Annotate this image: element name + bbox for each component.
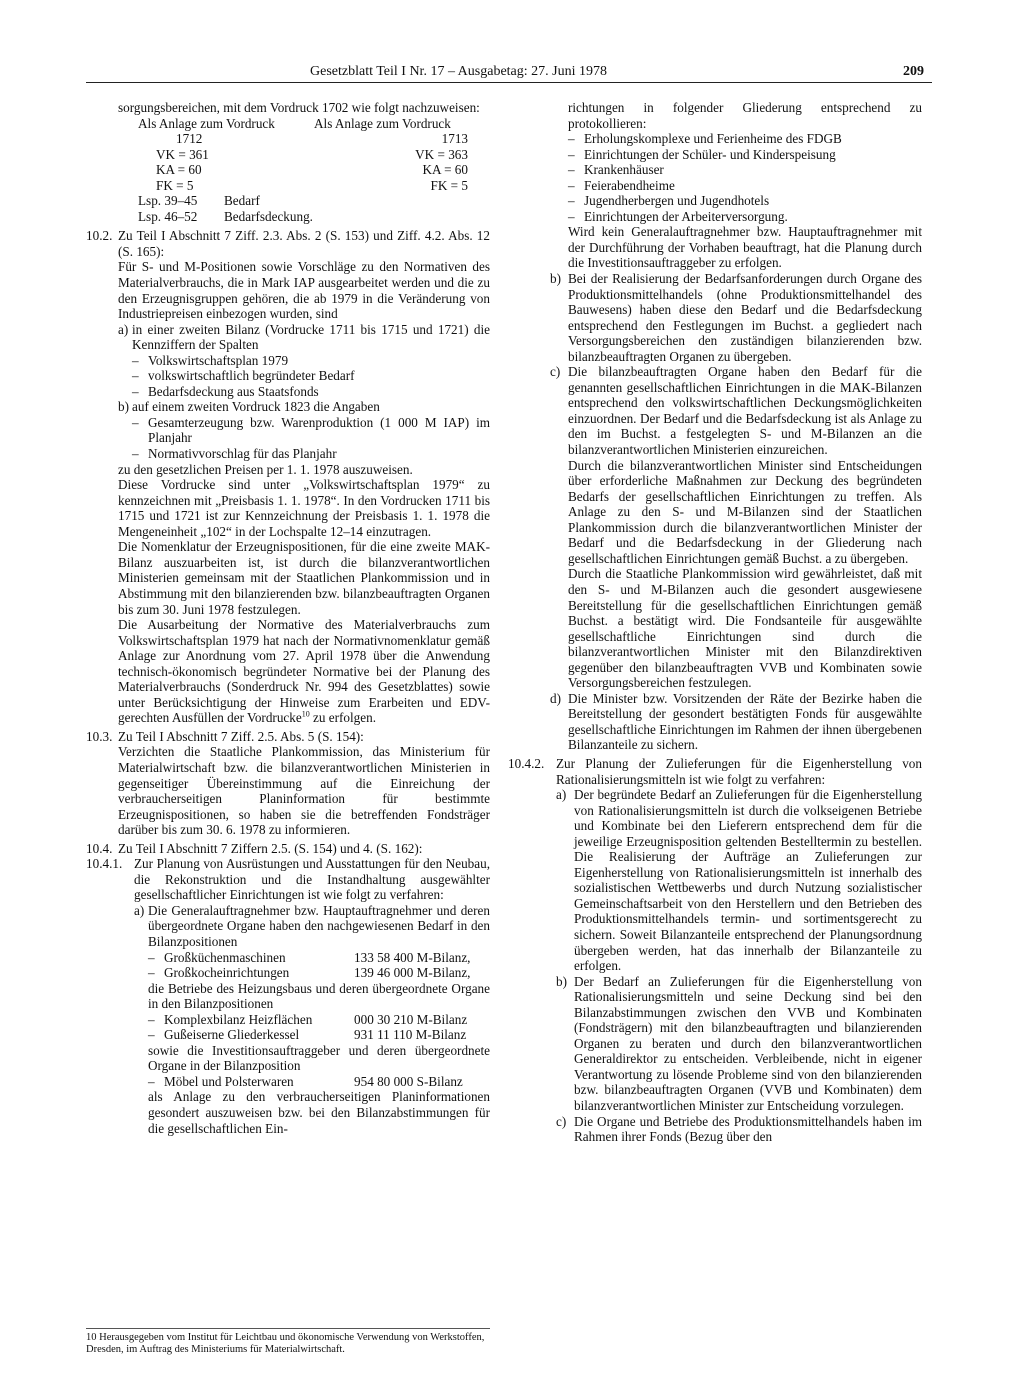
- list-item-b: b) Bei der Realisierung der Bedarfsanforderungen durch Organe des Produktionsmittelhandels (ohne Produktionsmittelhandel des Bauwesens) haben diese den Bedarf und die Bedarfsdeckung entsprechend den Festlegungen im Buchst. a gegliedert nach Versorgungsbereichen den zuständigen bilanzierenden bzw. bilanzbeauftragten Organen zu übergeben.: [550, 271, 922, 364]
- list-item-text: als Anlage zu den verbraucherseitigen Planinformationen gesondert auszuweisen bzw. bei den Bilanzabstimmungen für die gesellschaftlichen Ein-: [148, 1089, 490, 1136]
- header-title: Gesetzblatt Teil I Nr. 17 – Ausgabetag: 27. Juni 1978: [310, 64, 607, 79]
- left-column: [86, 100, 490, 1136]
- vd-num-left: 1712: [176, 131, 203, 147]
- section-number: 10.2.: [86, 228, 113, 244]
- fk-left: FK = 5: [156, 177, 194, 193]
- list-item-c: c) Die Organe und Betriebe des Produktionsmittelhandels haben im Rahmen ihrer Fonds (Bezug über den: [556, 1113, 922, 1145]
- list-item-b: b) Der Bedarf an Zulieferungen für die Eigenherstellung von Rationalisierungsmitteln und seine Deckung sind bei den Bilanzabstimmungen zwischen den VVB und Kombinaten (Fondsträgern) mit den bilanzbeauftragten und bilanzierenden Organen zu beraten und durch den bilanzverantwortlichen Generaldirektor zu entscheiden. Verbleibende, nicht in eigener Verantwortung zu lösende Probleme sind von den bilanzierenden bzw. bilanzbeauftragten Organen (VVB und Kombinaten) dem bilanzverantwortlichen Minister zur Entscheidung vorzulegen.: [556, 973, 922, 1113]
- position-code: 954 80 000 S-Bilanz: [354, 1073, 463, 1089]
- section-10-4: [86, 841, 490, 857]
- list-item-text: Durch die Staatliche Plankommission wird gewährleistet, daß mit den S- und M-Bilanzen auch die gesondert ausgewiesene Bereitstellung für die gesellschaftlichen Einrichtungen gemäß Buchst. a bestätigt wird. Die Fondsanteile für ausgewählte gesellschaftliche Einrichtungen sind durch die bilanzverantwortlichen Minister mit den Bilanzdirektiven gegenüber den bilanzbeauftragten VVB und Kombinaten sowie Versorgungsbereichen festzulegen.: [568, 566, 922, 691]
- list-item-text: sowie die Investitionsauftraggeber und deren übergeordnete Organe in der Bilanzposition: [148, 1042, 490, 1074]
- dash-item: – Jugendherbergen und Jugendhotels: [568, 193, 770, 209]
- position-name: Großkocheinrichtungen: [164, 965, 290, 981]
- list-item-text: Bei der Realisierung der Bedarfsanforderungen durch Organe des Produktionsmittelhandels (ohne Produktionsmittelhandel des Bauwesens) haben diese den Bedarf und die Bedarfsdeckung entsprechend den Festlegungen im Buchst. a gegliedert nach Versorgungsbereichen den zuständigen bilanzierenden bzw. bilanzbeauftragten Organen zu übergeben.: [568, 271, 922, 364]
- dash-item: – Volkswirtschaftsplan 1979: [132, 352, 289, 368]
- section-10-4-2: [508, 756, 922, 1145]
- section-number: 10.4.: [86, 840, 113, 856]
- lochspalte-line: [138, 209, 490, 225]
- section-number: 10.3.: [86, 728, 113, 744]
- list-item-b: b) auf einem zweiten Vordruck 1823 die Angaben – Gesamterzeugung bzw. Warenproduktion (1 000 M IAP) im Planjahr – Normativvorschlag für das Planjahr: [118, 399, 490, 462]
- position-code: 133 58 400 M-Bilanz,: [354, 949, 471, 965]
- list-item-c: c) Die bilanzbeauftragten Organe haben den Bedarf für die genannten gesellschaftlichen Einrichtungen in die MAK-Bilanzen entsprechend den volkswirtschaftlichen Deckungsmöglichkeiten einzuordnen. Der Bedarf und die Bedarfsdeckung ist als Anlage zu den im Buchst. a festgelegten S- und M-Bilanzen an die bilanzverantwortlichen Ministerien einzureichen. Durch die bilanzverantwortlichen Minister sind Entscheidungen über erforderliche Maßnahmen zur Deckung des begründeten Bedarfs der gesellschaftlichen Einrichtungen zu treffen. Als Anlage zu den S- und M-Bilanzen sind der Staatlichen Plankommission durch die bilanzverantwortlichen Minister der Bedarf und die Bedarfsdeckung in der Gliederung nach gesellschaftlichen Einrichtungen gemäß Buchst. a zu übergeben. Durch die Staatliche Plankommission wird gewährleistet, daß mit den S- und M-Bilanzen auch die gesondert ausgewiesene Bereitstellung für die gesellschaftlichen Einrichtungen gemäß Buchst. a bestätigt wird. Die Fondsanteile für ausgewählte gesellschaftliche Einrichtungen sind durch die bilanzverantwortlichen Minister mit den Bilanzdirektiven gegenüber den bilanzbeauftragten VVB und Kombinaten sowie Versorgungsbereichen festzulegen.: [550, 364, 922, 691]
- position-code: 139 46 000 M-Bilanz,: [354, 965, 471, 981]
- bilanz-position: – Großkocheinrichtungen 139 46 000 M-Bilanz,: [148, 965, 490, 981]
- lochspalte-line: [138, 193, 490, 209]
- vd-num-right: 1713: [441, 131, 468, 147]
- page-number: 209: [903, 64, 924, 79]
- paragraph-text: Die Ausarbeitung der Normative des Materialverbrauchs zum Volkswirtschaftsplan 1979 hat nach der Normativnomenklatur gemäß Anlage zur Anordnung vom 27. April 1978 über die Anwendung technisch-ökonomisch begründeter Normative bei der Planung des Materialverbrauchs (Sonderdruck Nr. 994 des Gesetzblattes) sowie unter Berücksichtigung der Hinweise zum Erarbeiten und EDV-gerechten Ausfüllen der Vordrucke: [118, 617, 490, 726]
- list-item-a: a) Der begründete Bedarf an Zulieferungen für die Eigenherstellung von Rationalisierungsmitteln ist durch die volkseigenen Betriebe und Kombinate bei den Lieferern entsprechend dem für die jeweilige Erzeugnisposition geltenden Bestelltermin zu bestellen. Die Realisierung der Aufträge an Zulieferungen zur Eigenherstellung von Rationalisierungsmitteln ist innerhalb des sozialistischen Wettbewerbs und durch Nutzung sozialistischer Gemeinschaftsarbeit von den Herstellern und den Betrieben des Produktionsmittelhandels termin- und sortimentsgerecht zu sichern. Soweit Bilanzanteile entsprechend der Planungsordnung übergeben werden, hat das innerhalb der Bilanzanteile zu erfolgen.: [556, 787, 922, 974]
- bilanz-position: – Möbel und Polsterwaren 954 80 000 S-Bilanz: [148, 1074, 490, 1090]
- position-name: Gußeiserne Gliederkessel: [164, 1027, 300, 1043]
- dash-item: – Gesamterzeugung bzw. Warenproduktion (1 000 M IAP) im Planjahr: [132, 414, 490, 446]
- list-item-text: in einer zweiten Bilanz (Vordrucke 1711 bis 1715 und 1721) die Kennziffern der Spalten: [132, 321, 490, 353]
- footnote-marker: 10: [301, 709, 310, 719]
- lsp-key: Lsp. 46–52: [138, 208, 198, 224]
- paragraph: Die Nomenklatur der Erzeugnispositionen, für die eine zweite MAK-Bilanz auszuarbeiten ist, ist durch die bilanzverantwortlichen Ministerien gemeinsam mit der Staatlichen Plankommission und in Abstimmung mit den bilanzierenden bzw. bilanzbeauftragten Organen bis zum 30. Juni 1978 festzulegen.: [118, 539, 490, 617]
- section-10-2: [86, 228, 490, 726]
- list-item-d: d) Die Minister bzw. Vorsitzenden der Räte der Bezirke haben die Bereitstellung der gesondert bestätigten Fonds für ausgewählte gesellschaftliche Einrichtungen im Rahmen der ihnen übergebenen Bilanzanteile zu sichern.: [550, 690, 922, 753]
- list-item-text: Die Minister bzw. Vorsitzenden der Räte der Bezirke haben die Bereitstellung der gesondert bestätigten Fonds für ausgewählte gesellschaftliche Einrichtungen im Rahmen der ihnen übergebenen Bilanzanteile zu sichern.: [568, 690, 922, 753]
- paragraph: sorgungsbereichen, mit dem Vordruck 1702 wie folgt nachzuweisen:: [118, 100, 480, 115]
- right-column: [508, 100, 922, 1145]
- list-item-a: a) Die Generalauftragnehmer bzw. Hauptauftragnehmer und deren übergeordnete Organe haben den nachgewiesenen Bedarf in den Bilanzpositionen – Großküchenmaschinen 133 58 400 M-Bilanz, – Großkocheinrichtungen 139 46 000 M-Bilanz, die Betriebe des Heizungsbaus und deren übergeordnete Organe in den Bilanzpositionen – Komplexbilanz Heizflächen 000 30 210 M-Bilanz – Gußeiserne Gliederkessel 931 11 110 M-Bilanz sowie die Investitionsauftraggeber und deren übergeordnete Organe in der Bilanzposition – Möbel und Polsterwaren 954 80 000 S-Bilanz als Anlage zu den verbraucherseitigen Planinformationen gesondert auszuweisen bzw. bei den Bilanzabstimmungen für die gesellschaftlichen Ein-: [134, 902, 490, 1136]
- position-name: Komplexbilanz Heizflächen: [164, 1011, 313, 1027]
- vd-head-left: Als Anlage zum Vordruck: [138, 115, 275, 131]
- list-item-text: auf einem zweiten Vordruck 1823 die Angaben: [132, 399, 380, 415]
- ka-left: KA = 60: [156, 162, 202, 178]
- vd-head-right: Als Anlage zum Vordruck: [314, 115, 451, 131]
- dash-item: – Normativvorschlag für das Planjahr: [132, 446, 337, 462]
- position-code: 931 11 110 M-Bilanz: [354, 1027, 467, 1043]
- list-item-text: Die Organe und Betriebe des Produktionsmittelhandels haben im Rahmen ihrer Fonds (Bezug über den: [574, 1113, 922, 1145]
- paragraph: zu den gesetzlichen Preisen per 1. 1. 1978 auszuweisen.: [118, 461, 413, 477]
- section-heading: Zu Teil I Abschnitt 7 Ziffern 2.5. (S. 154) und 4. (S. 162):: [118, 840, 423, 856]
- position-name: Großküchenmaschinen: [164, 949, 286, 965]
- dash-item: – volkswirtschaftlich begründeter Bedarf: [132, 368, 355, 384]
- position-name: Möbel und Polsterwaren: [164, 1073, 294, 1089]
- vk-left: VK = 361: [156, 146, 209, 162]
- section-10-4-1: [86, 856, 490, 1136]
- ka-right: KA = 60: [422, 162, 468, 178]
- section-heading: Zu Teil I Abschnitt 7 Ziff. 2.5. Abs. 5 (S. 154):: [118, 728, 364, 744]
- list-item-text: die Betriebe des Heizungsbaus und deren übergeordnete Organe in den Bilanzpositionen: [148, 980, 490, 1012]
- dash-item: – Erholungskomplexe und Ferienheime des FDGB: [568, 131, 842, 147]
- dash-item: – Einrichtungen der Schüler- und Kinderspeisung: [568, 146, 836, 162]
- list-item-text: Der Bedarf an Zulieferungen für die Eigenherstellung von Rationalisierungsmitteln und seine Deckung sind bei den Bilanzabstimmungen zwischen den VVB und Kombinaten (Fondsträgern) mit den bilanzbeauftragten und bilanzierenden Organen zu beraten und durch den bilanzverantwortlichen Generaldirektor zu entscheiden. Verbleibende, nicht in eigener Verantwortung zu lösende Probleme sind von den bilanzierenden bzw. bilanzbeauftragten Organen (VVB und Kombinaten) dem bilanzverantwortlichen Minister zur Entscheidung vorzulegen.: [574, 973, 922, 1113]
- bilanz-position: – Gußeiserne Gliederkessel 931 11 110 M-Bilanz: [148, 1027, 490, 1043]
- bilanz-position: – Komplexbilanz Heizflächen 000 30 210 M-Bilanz: [148, 1012, 490, 1028]
- vordruck-table: [138, 116, 490, 194]
- paragraph: Für S- und M-Positionen sowie Vorschläge zu den Normativen des Materialverbrauchs, die in Mark IAP ausgearbeitet werden und die zu den Erzeugnisgruppen gehören, die ab 1979 in die Veränderung von Industriepreisen einbezogen wurden, sind: [118, 259, 490, 322]
- section-number: 10.4.2.: [508, 755, 545, 771]
- section-heading: Zur Planung von Ausrüstungen und Ausstattungen für den Neubau, die Rekonstruktion und die Instandhaltung ausgewählter gesellschaftlicher Einrichtungen ist wie folgt zu verfahren:: [134, 856, 490, 903]
- list-item-text: Der begründete Bedarf an Zulieferungen für die Eigenherstellung von Rationalisierungsmitteln ist durch die volkseigenen Betriebe und Kombinate bei den Lieferern entsprechend dem für die jeweilige Erzeugnisposition geltenden Bestelltermin zu bestellen. Die Realisierung der Aufträge an Zulieferungen zur Eigenherstellung von Rationalisierungsmitteln ist innerhalb des sozialistischen Wettbewerbs und durch Nutzung sozialistischer Gemeinschaftsarbeit von den Herstellern und den Betrieben des Produktionsmittelhandels termin- und sortimentsgerecht zu sichern. Soweit Bilanzanteile entsprechend der Planungsordnung übergeben werden, hat das innerhalb der Bilanzanteile zu erfolgen.: [574, 787, 922, 974]
- section-number: 10.4.1.: [86, 856, 123, 872]
- paragraph-text: zu erfolgen.: [309, 710, 376, 726]
- dash-item: – Bedarfsdeckung aus Staatsfonds: [132, 383, 319, 399]
- fk-right: FK = 5: [430, 177, 468, 193]
- list-item-text: Durch die bilanzverantwortlichen Minister sind Entscheidungen über erforderliche Maßnahmen zur Deckung des begründeten Bedarfs der gesellschaftlichen Einrichtungen zu treffen. Als Anlage zu den S- und M-Bilanzen sind der Staatlichen Plankommission durch die bilanzverantwortlichen Minister der Bedarf und die Bedarfsdeckung in der Gliederung nach gesellschaftlichen Einrichtungen gemäß Buchst. a zu übergeben.: [568, 457, 922, 566]
- paragraph: Verzichten die Staatliche Plankommission, das Ministerium für Materialwirtschaft bzw. die bilanzverantwortlichen Ministerien in gegenseitiger Übereinstimmung auf die Einreichung der verbraucherseitigen Planinformation für bestimmte Erzeugnispositionen, so haben sie die betreffenden Fondsträger darüber bis zum 30. 6. 1978 zu informieren.: [118, 744, 490, 838]
- dash-item: – Feierabendheime: [568, 177, 675, 193]
- lsp-value: Bedarf: [224, 193, 260, 209]
- dash-item: – Einrichtungen der Arbeiterversorgung.: [568, 208, 788, 224]
- bilanz-position: – Großküchenmaschinen 133 58 400 M-Bilanz,: [148, 950, 490, 966]
- paragraph: Diese Vordrucke sind unter „Volkswirtschaftsplan 1979“ zu kennzeichnen mit „Preisbasis 1. 1. 1978“. In den Vordrucken 1711 bis 1715 und 1721 ist zur Kennzeichnung der Preisbasis 1. 1. 1978 die Mengeneinheit „102“ in der Lochspalte 12–14 einzutragen.: [118, 477, 490, 539]
- page-header: [86, 62, 932, 83]
- list-item-text: Die bilanzbeauftragten Organe haben den Bedarf für die genannten gesellschaftlichen Einrichtungen in die MAK-Bilanzen entsprechend den volkswirtschaftlichen Deckungsmöglichkeiten einzuordnen. Der Bedarf und die Bedarfsdeckung ist als Anlage zu den im Buchst. a festgelegten S- und M-Bilanzen an die bilanzverantwortlichen Ministerien einzureichen.: [568, 364, 922, 458]
- paragraph: Wird kein Generalauftragnehmer bzw. Hauptauftragnehmer mit der Durchführung der Vorhaben beauftragt, hat die Planung durch die Investitionsauftraggeber zu erfolgen.: [568, 224, 922, 271]
- vk-right: VK = 363: [415, 146, 468, 162]
- dash-item: – Krankenhäuser: [568, 162, 664, 178]
- position-code: 000 30 210 M-Bilanz: [354, 1011, 468, 1027]
- section-heading: Zur Planung der Zulieferungen für die Eigenherstellung von Rationalisierungsmitteln ist wie folgt zu verfahren:: [556, 755, 922, 787]
- lsp-value: Bedarfsdeckung.: [224, 208, 313, 224]
- section-heading: Zu Teil I Abschnitt 7 Ziff. 2.3. Abs. 2 (S. 153) und Ziff. 4.2. Abs. 12 (S. 165):: [118, 228, 490, 259]
- section-10-3: [86, 729, 490, 838]
- list-item-text: Die Generalauftragnehmer bzw. Hauptauftragnehmer und deren übergeordnete Organe haben den nachgewiesenen Bedarf in den Bilanzpositionen: [148, 902, 490, 949]
- lsp-key: Lsp. 39–45: [138, 193, 198, 209]
- footnote: 10 Herausgegeben vom Institut für Leichtbau und ökonomische Verwendung von Werkstoffen, Dresden, im Auftrag des Ministeriums für Materialwirtschaft.: [86, 1328, 490, 1356]
- paragraph: richtungen in folgender Gliederung entsprechend zu protokollieren:: [568, 100, 922, 131]
- paragraph: [118, 617, 490, 726]
- list-item-a: a) in einer zweiten Bilanz (Vordrucke 1711 bis 1715 und 1721) die Kennziffern der Spalten – Volkswirtschaftsplan 1979 – volkswirtschaftlich begründeter Bedarf – Bedarfsdeckung aus Staatsfonds: [118, 321, 490, 399]
